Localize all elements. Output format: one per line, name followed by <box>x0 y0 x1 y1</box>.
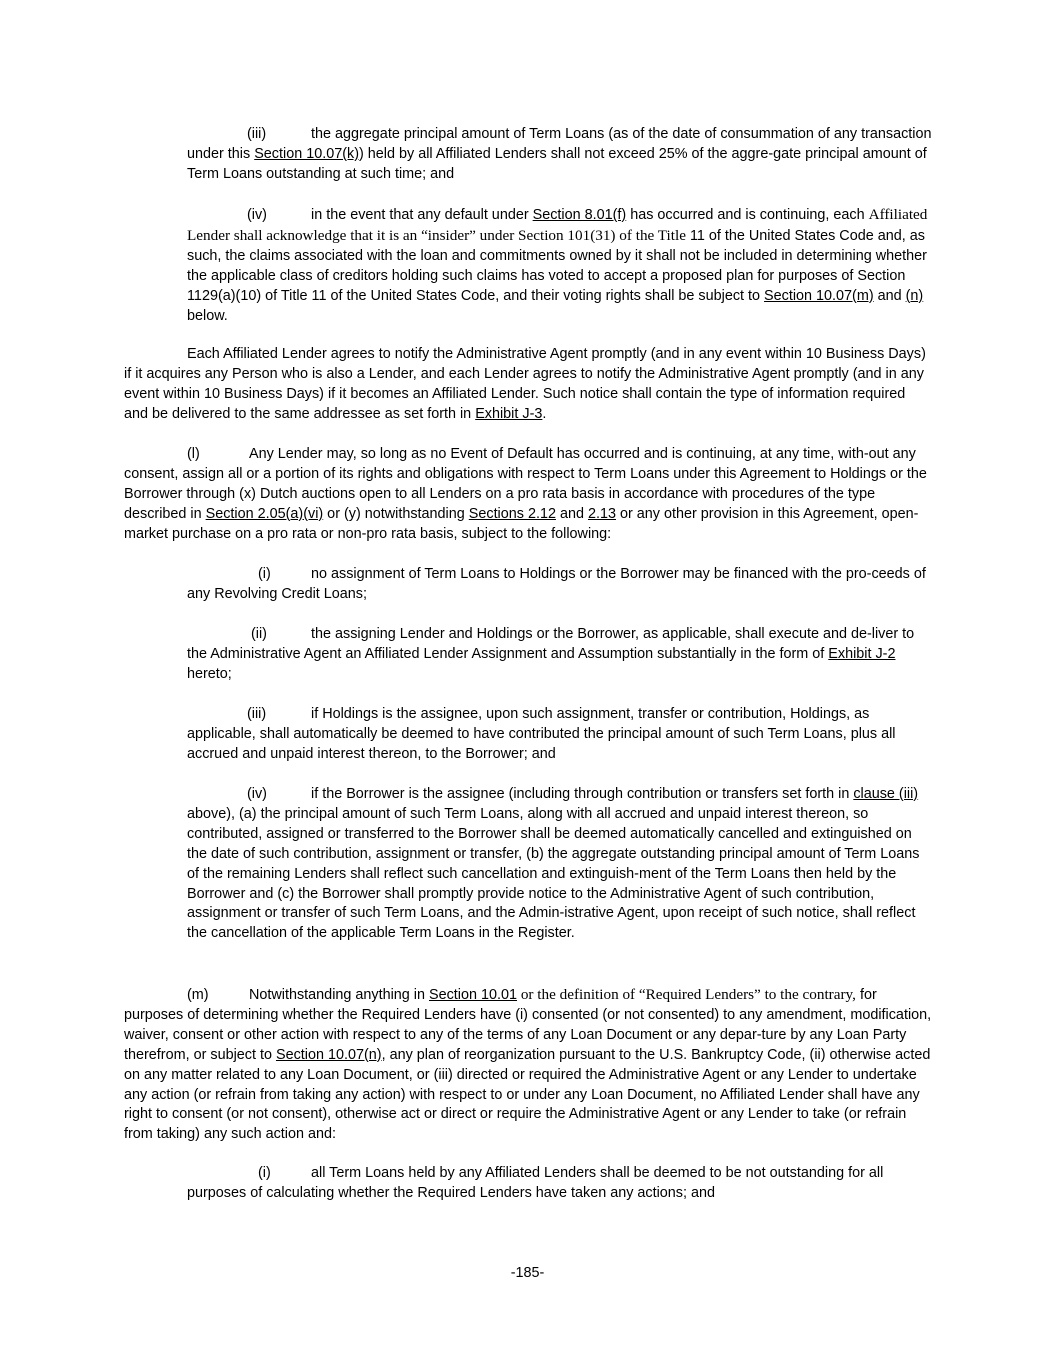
clause-i-loans-not-outstanding: (i) all Term Loans held by any Affiliated Lenders shall be deemed to be not outstanding for all purposes of calculating whether the Required Lenders have taken any actions; and <box>187 1165 884 1201</box>
page-number: -185- <box>510 1265 545 1281</box>
clause-label: (iv) <box>247 786 267 802</box>
exhibit-reference: Exhibit J-3 <box>475 405 543 422</box>
clause-label: (iii) <box>247 706 267 722</box>
exhibit-reference: Exhibit J-2 <box>828 645 896 662</box>
section-label: (l) <box>187 446 200 462</box>
section-reference: Section 10.07(m) <box>764 287 874 304</box>
clause-iii-holdings-assignee: (iii) if Holdings is the assignee, upon such assignment, transfer or contribution, Holdings, as applicable, shall automatically be deemed to have contributed the principal amount of such Term Loans, plus all accrued and unpaid interest thereon, to the Borrower; and <box>187 706 896 762</box>
section-reference: Section 10.07(k) <box>254 145 359 162</box>
section-reference: Section 8.01(f) <box>532 207 627 223</box>
clause-ii-assignment-and-assumption: (ii) the assigning Lender and Holdings or the Borrower, as applicable, shall execute and de-liver to the Administrative Agent an Affiliated Lender Assignment and Assumption substantially in the form of Exhibit J-2 hereto; <box>187 626 915 682</box>
clause-iv-insider-acknowledgement: (iv) in the event that any default under Section 8.01(f) has occurred and is continuing, each Affiliated Lender shall acknowledge that it is an “insider” under Section 101(31) of the Title 11 of the United States Code and, as such, the claims associated with the loan and commitments owned by it shall not be included in determining whether the applicable class of creditors holding such claims has voted to accept a proposed plan for purposes of Section 1129(a)(10) of Title 11 of the United States Code, and their voting rights shall be subject to Section 10.07(m) and (n) below. <box>187 206 928 324</box>
clause-iv-borrower-assignee: (iv) if the Borrower is the assignee (including through contribution or transfers set forth in clause (iii) above), (a) the principal amount of such Term Loans, along with all accrued and unpaid interest thereon, so contributed, assigned or transferred to the Borrower shall be deemed automatically cancelled and extinguished on the date of such contribution, assignment or transfer, (b) the aggregate outstanding principal amount of Term Loans of the remaining Lenders shall reflect such cancellation and extinguish-ment of the Term Loans then held by the Borrower and (c) the Borrower shall promptly provide notice to the Administrative Agent of such contribution, assignment or transfer of such Term Loans, and the Admin-istrative Agent, upon receipt of such notice, shall reflect the cancellation of the applicable Term Loans in the Register. <box>187 786 920 942</box>
section-reference: Section 10.07(n) <box>275 1046 382 1063</box>
clause-label: (i) <box>258 566 271 582</box>
clause-iii-aggregate-cap: (iii) the aggregate principal amount of Term Loans (as of the date of consummation of any transaction under this Section 10.07(k)) held by all Affiliated Lenders shall not exceed 25% of the aggre-gate principal amount of Term Loans outstanding at such time; and <box>187 126 932 182</box>
section-reference: 2.13 <box>587 505 616 522</box>
clause-label: (i) <box>258 1165 271 1181</box>
section-label: (m) <box>187 987 209 1003</box>
section-reference: Section 2.05(a)(vi) <box>205 505 324 522</box>
affiliated-lender-notice-paragraph: Each Affiliated Lender agrees to notify the Administrative Agent promptly (and in any event within 10 Business Days) if it acquires any Person who is also a Lender, and each Lender agrees to notify the Administrative Agent promptly (and in any event within 10 Business Days) if it becomes an Affiliated Lender. Such notice shall contain the type of information required and be delivered to the same addressee as set forth in Exhibit J-3. <box>124 346 926 422</box>
section-reference: (n) <box>905 287 924 304</box>
clause-label: (iv) <box>247 207 267 223</box>
section-m-voting-restrictions: (m) Notwithstanding anything in Section 10.01 or the definition of “Required Lenders” to the contrary, for purposes of determining whether the Required Lenders have (i) consented (or not consented) to any amendment, modification, waiver, consent or other action with respect to any of the terms of any Loan Document or any depar-ture by any Loan Party therefrom, or subject to Section 10.07(n), any plan of reorganization pursuant to the U.S. Bankruptcy Code, (ii) otherwise acted on any matter related to any Loan Document, or (iii) directed or required the Administrative Agent or any Lender to undertake any action (or refrain from taking any action) with respect to or under any Loan Document, no Affiliated Lender shall have any right to consent (or not consent), otherwise act or direct or require the Administrative Agent or any Lender to take (or refrain from taking) any such action and: <box>124 986 932 1143</box>
section-reference: Section 10.01 <box>429 987 518 1003</box>
clause-reference: clause (iii) <box>853 786 919 802</box>
clause-label: (ii) <box>251 626 267 642</box>
section-l-assignment-to-borrower: (l) Any Lender may, so long as no Event of Default has occurred and is continuing, at any time, with-out any consent, assign all or a portion of its rights and obligations with respect to Term Loans under this Agreement to Holdings or the Borrower through (x) Dutch auctions open to all Lenders on a pro rata basis in accordance with procedures of the type described in Section 2.05(a)(vi) or (y) notwithstanding Sections 2.12 and 2.13 or any other provision in this Agreement, open-market purchase on a pro rata or non-pro rata basis, subject to the following: <box>124 446 927 542</box>
clause-label: (iii) <box>247 126 267 142</box>
section-reference: Sections 2.12 <box>468 505 556 522</box>
clause-i-no-revolving-financing: (i) no assignment of Term Loans to Holdings or the Borrower may be financed with the pro-ceeds of any Revolving Credit Loans; <box>187 566 926 602</box>
